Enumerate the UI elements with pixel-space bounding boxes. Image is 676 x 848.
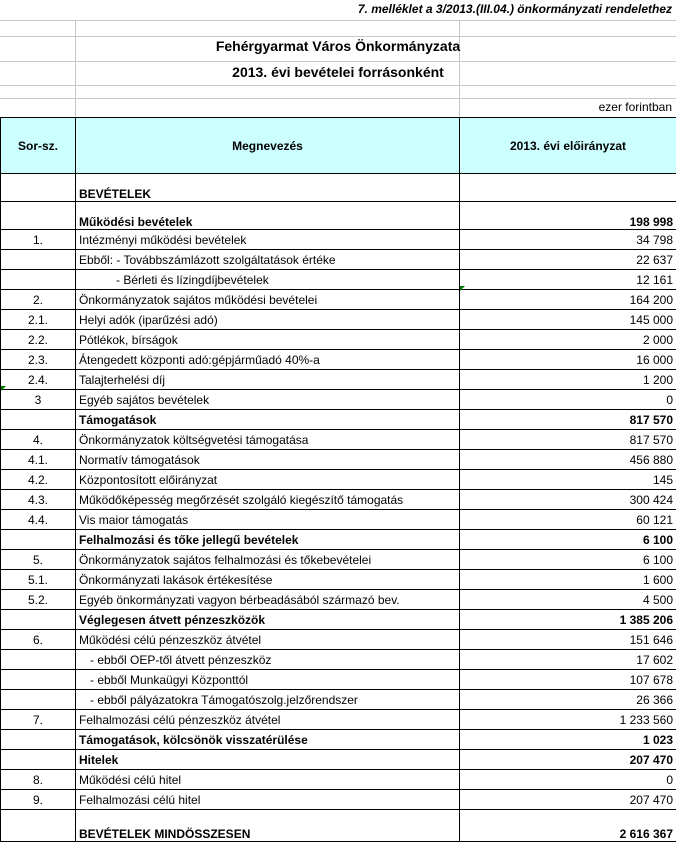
row-name: - Bérleti és lízingdíjbevételek — [76, 270, 460, 290]
row-name: Hitelek — [76, 750, 460, 770]
table-row — [1, 790, 676, 810]
row-amount: 207 470 — [460, 790, 676, 810]
row-number — [1, 270, 76, 290]
row-name: Működőképesség megőrzését szolgáló kiegészítő támogatás — [76, 490, 460, 510]
table-row — [1, 174, 676, 202]
row-number — [1, 202, 76, 230]
row-amount — [460, 174, 676, 202]
row-amount: 4 500 — [460, 590, 676, 610]
row-amount: 151 646 — [460, 630, 676, 650]
row-number: 1. — [1, 230, 76, 250]
row-number: 6. — [1, 630, 76, 650]
row-amount: 2 000 — [460, 330, 676, 350]
table-row — [1, 590, 676, 610]
row-name: Átengedett központi adó:gépjárműadó 40%-a — [76, 350, 460, 370]
row-number: 3 — [1, 390, 76, 410]
cell-marker-icon — [460, 286, 465, 291]
table-row — [1, 310, 676, 330]
grid-line — [0, 98, 676, 99]
table-row — [1, 630, 676, 650]
row-number: 2.3. — [1, 350, 76, 370]
table-row — [1, 710, 676, 730]
table-body — [1, 174, 676, 842]
row-name: Pótlékok, bírságok — [76, 330, 460, 350]
table-row — [1, 550, 676, 570]
table-row — [1, 690, 676, 710]
row-number — [1, 690, 76, 710]
row-amount: 1 600 — [460, 570, 676, 590]
table-row — [1, 770, 676, 790]
table-row — [1, 610, 676, 630]
row-number: 4.2. — [1, 470, 76, 490]
table-row — [1, 470, 676, 490]
row-number — [1, 610, 76, 630]
row-number: 2.4. — [1, 370, 76, 390]
grid-line — [0, 36, 676, 37]
table-row — [1, 410, 676, 430]
row-number — [1, 530, 76, 550]
table-row — [1, 250, 676, 270]
row-number — [1, 750, 76, 770]
row-name: BEVÉTELEK MINDÖSSZESEN — [76, 810, 460, 842]
row-number: 2.2. — [1, 330, 76, 350]
row-number: 5. — [1, 550, 76, 570]
row-number: 5.1. — [1, 570, 76, 590]
row-number: 4.1. — [1, 450, 76, 470]
row-amount: 12 161 — [460, 270, 676, 290]
row-number: 4. — [1, 430, 76, 450]
row-amount: 0 — [460, 770, 676, 790]
table-row — [1, 670, 676, 690]
row-amount: 34 798 — [460, 230, 676, 250]
row-amount: 26 366 — [460, 690, 676, 710]
row-amount: 22 637 — [460, 250, 676, 270]
table-row — [1, 330, 676, 350]
row-name: Véglegesen átvett pénzeszközök — [76, 610, 460, 630]
row-amount: 207 470 — [460, 750, 676, 770]
table-row — [1, 290, 676, 310]
table-row — [1, 510, 676, 530]
row-amount: 817 570 — [460, 430, 676, 450]
row-amount: 300 424 — [460, 490, 676, 510]
row-name: BEVÉTELEK — [76, 174, 460, 202]
row-name: Egyéb sajátos bevételek — [76, 390, 460, 410]
row-amount: 107 678 — [460, 670, 676, 690]
row-amount: 817 570 — [460, 410, 676, 430]
row-number — [1, 174, 76, 202]
page-title: Fehérgyarmat Város Önkormányzata — [215, 38, 461, 54]
row-name: Támogatások — [76, 410, 460, 430]
table-row — [1, 202, 676, 230]
table-row — [1, 570, 676, 590]
table-row — [1, 810, 676, 842]
column-header-name: Megnevezés — [76, 118, 460, 174]
row-name: Önkormányzati lakások értékesítése — [76, 570, 460, 590]
unit-label: ezer forintban — [598, 100, 672, 114]
table-row — [1, 650, 676, 670]
column-header-amount: 2013. évi előirányzat — [460, 118, 676, 174]
row-name: Központosított előirányzat — [76, 470, 460, 490]
row-name: Talajterhelési díj — [76, 370, 460, 390]
row-name: Intézményi működési bevételek — [76, 230, 460, 250]
row-name: Vis maior támogatás — [76, 510, 460, 530]
row-number: 4.3. — [1, 490, 76, 510]
row-amount: 164 200 — [460, 290, 676, 310]
row-amount: 17 602 — [460, 650, 676, 670]
row-number — [1, 410, 76, 430]
row-name: Támogatások, kölcsönök visszatérülése — [76, 730, 460, 750]
grid-line — [0, 61, 676, 62]
row-number — [1, 670, 76, 690]
row-amount: 6 100 — [460, 550, 676, 570]
row-amount: 1 023 — [460, 730, 676, 750]
table-row — [1, 530, 676, 550]
row-amount: 1 233 560 — [460, 710, 676, 730]
table-row — [1, 390, 676, 410]
row-name: Felhalmozási és tőke jellegű bevételek — [76, 530, 460, 550]
row-name: Felhalmozási célú pénzeszköz átvétel — [76, 710, 460, 730]
table-row — [1, 750, 676, 770]
grid-line — [0, 85, 676, 86]
row-amount: 2 616 367 — [460, 810, 676, 842]
row-name: Normatív támogatások — [76, 450, 460, 470]
row-name: - ebből Munkaügyi Központtól — [76, 670, 460, 690]
row-number — [1, 730, 76, 750]
table-row — [1, 350, 676, 370]
row-name: Egyéb önkormányzati vagyon bérbeadásából származó bev. — [76, 590, 460, 610]
row-name: Működési bevételek — [76, 202, 460, 230]
row-name: Önkormányzatok költségvetési támogatása — [76, 430, 460, 450]
annex-note: 7. melléklet a 3/2013.(III.04.) önkormányzati rendelethez — [357, 2, 672, 16]
row-number: 7. — [1, 710, 76, 730]
row-amount: 1 385 206 — [460, 610, 676, 630]
table-row — [1, 270, 676, 290]
row-number: 4.4. — [1, 510, 76, 530]
row-amount: 0 — [460, 390, 676, 410]
row-name: Önkormányzatok sajátos felhalmozási és tőkebevételei — [76, 550, 460, 570]
row-number — [1, 250, 76, 270]
row-amount: 1 200 — [460, 370, 676, 390]
table-row — [1, 370, 676, 390]
row-number: 2.1. — [1, 310, 76, 330]
row-amount: 6 100 — [460, 530, 676, 550]
row-number: 8. — [1, 770, 76, 790]
row-amount: 198 998 — [460, 202, 676, 230]
row-name: Működési célú hitel — [76, 770, 460, 790]
cell-marker-icon — [1, 386, 6, 391]
row-name: Önkormányzatok sajátos működési bevételei — [76, 290, 460, 310]
revenue-table — [0, 117, 676, 842]
row-name: - ebből OEP-től átvett pénzeszköz — [76, 650, 460, 670]
row-amount: 145 — [460, 470, 676, 490]
table-row — [1, 450, 676, 470]
row-name: - ebből pályázatokra Támogatószolg.jelzőrendszer — [76, 690, 460, 710]
row-number — [1, 650, 76, 670]
page-subtitle: 2013. évi bevételei forrásonként — [232, 64, 444, 80]
row-amount: 16 000 — [460, 350, 676, 370]
column-header-number: Sor-sz. — [1, 118, 76, 174]
row-number: 9. — [1, 790, 76, 810]
row-name: Működési célú pénzeszköz átvétel — [76, 630, 460, 650]
table-row — [1, 430, 676, 450]
row-number: 2. — [1, 290, 76, 310]
table-row — [1, 230, 676, 250]
row-name: Helyi adók (iparűzési adó) — [76, 310, 460, 330]
row-amount: 145 000 — [460, 310, 676, 330]
row-number — [1, 810, 76, 842]
row-number: 5.2. — [1, 590, 76, 610]
table-row — [1, 730, 676, 750]
row-amount: 456 880 — [460, 450, 676, 470]
row-amount: 60 121 — [460, 510, 676, 530]
row-name: Felhalmozási célú hitel — [76, 790, 460, 810]
grid-line — [0, 20, 676, 21]
row-name: Ebből: - Továbbszámlázott szolgáltatások értéke — [76, 250, 460, 270]
table-row — [1, 490, 676, 510]
